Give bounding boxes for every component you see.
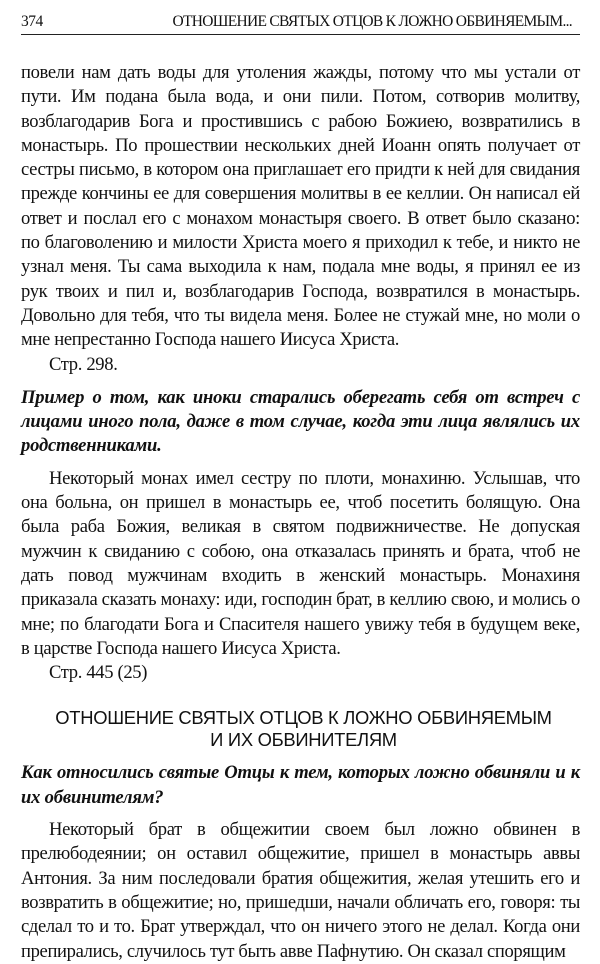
paragraph: Некоторый брат в общежитии своем был ложно обвинен в прелюбодеянии; он оставил общежитие, пришел в монастырь аввы Антония. За ним последовали братия общежития, желая утешить его и возвратить в общежитие; но, пришедши, начали обличать его, говоря: ты сделал то и то. Брат утверждал, что он ничего этого не делал. Когда они препирались, случилось тут быть авве Пафнутию. Он сказал спорящим (21, 819, 580, 962)
section-title (21, 707, 580, 751)
paragraph: Некоторый монах имел сестру по плоти, монахиню. Услышав, что она больна, он пришел в монастырь ее, чтоб посетить болящую. Она была раба Божия, великая в святом подвижничестве. Не допуская мужчин к свиданию с собою, она отказалась принять и брата, чтоб не дать повод мужчинам входить в женский монастырь. Монахиня приказала сказать монаху: иди, господин брат, в келлию свою, и молись о мне; по благодати Бога и Спасителя нашего увижу тебя в будущем веке, в царстве Господа нашего Иисуса Христа. (21, 467, 580, 659)
subheading: Пример о том, как иноки старались оберегать себя от встреч с лицами иного пола, даже в том случае, когда эти лица являлись их родственниками. (21, 386, 580, 457)
running-header (21, 10, 580, 35)
subheading: Как относились святые Отцы к тем, которых ложно обвиняли и к их обвинителям? (21, 762, 580, 808)
running-title: ОТНОШЕНИЕ СВЯТЫХ ОТЦОВ К ЛОЖНО ОБВИНЯЕМЫМ... (172, 13, 572, 30)
body-text (21, 61, 580, 964)
page-reference: Стр. 445 (25) (49, 662, 148, 684)
paragraph-continuation: повели нам дать воды для утоления жажды, потому что мы устали от пути. Им подана была вода, и они пили. Потом, сотворив молитву, возблагодарив Бога и простившись с рабою Божиею, возвратились в монастырь. По прошествии нескольких дней Иоанн опять получает от сестры письмо, в котором она приглашает его придти к ней для свидания прежде кончины ее для совершения молитвы в ее келлии. Он написал ей ответ и послал его с монахом монастыря своего. В ответ было сказано: по благоволению и милости Христа моего я приходил к тебе, и никто не узнал меня. Ты сама выходила к нам, подала мне воды, я принял ее из рук твоих и пил и, возблагодарив Господа, возвратился в монастырь. Довольно для тебя, что ты видела меня. Более не стужай мне, но моли о мне непрестанно Господа нашего Иисуса Христа. (21, 62, 580, 351)
page-reference: Стр. 298. (49, 353, 118, 375)
page-number: 374 (21, 13, 43, 30)
section-title-line: И ИХ ОБВИНИТЕЛЯМ (210, 729, 397, 751)
section-title-line: ОТНОШЕНИЕ СВЯТЫХ ОТЦОВ К ЛОЖНО ОБВИНЯЕМЫМ (55, 707, 552, 729)
